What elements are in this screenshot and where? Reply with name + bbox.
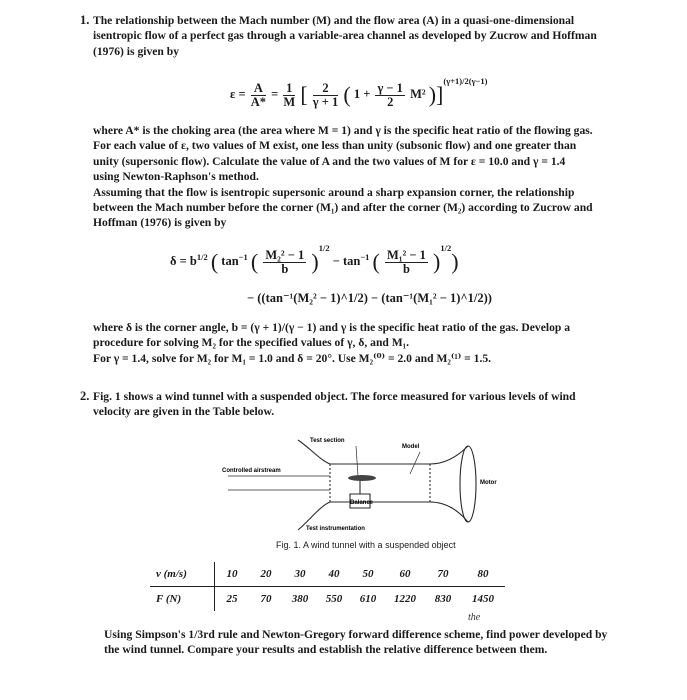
frac-den: M <box>283 94 296 109</box>
problem-1-intro <box>93 13 633 59</box>
eq-half: 1/2 <box>318 243 330 253</box>
table-cell: 60 <box>385 562 425 587</box>
table-row-velocity <box>150 562 505 587</box>
frac-den: γ + 1 <box>312 94 339 109</box>
label-test-section: Test section <box>310 438 345 444</box>
frac-num: 2 <box>313 82 338 96</box>
text-line: velocity are given in the Table below. <box>93 405 275 419</box>
eq-inverse: −1 <box>360 251 370 262</box>
text-line: (1976) is given by <box>93 44 179 58</box>
table-cell: 20 <box>249 562 283 587</box>
eq-half: 1/2 <box>440 243 452 253</box>
paren-open: ( <box>210 249 219 275</box>
problem-2-question <box>104 627 644 658</box>
text-line: where δ is the corner angle, b = (γ + 1)/(γ − 1) and γ is the specific heat ratio of the gas. Develop a <box>93 321 571 334</box>
problem-1-tail <box>93 320 633 366</box>
eq-equals: = <box>271 87 282 101</box>
fraction-two-over-gamma <box>313 82 338 109</box>
label-balance: Balance <box>350 500 374 506</box>
text-line: where A* is the choking area (the area where M = 1) and γ is the specific heat ratio of the flowing gas. <box>93 124 593 137</box>
frac-num: M₁² − 1 <box>387 247 426 262</box>
table-cell: 10 <box>215 562 250 587</box>
table-row-force <box>150 587 505 612</box>
equation-epsilon <box>230 76 487 109</box>
table-cell: 380 <box>291 593 309 605</box>
label-test-instrumentation: Test instrumentation <box>306 526 365 532</box>
text-line: procedure for solving M₂ for the specified values of γ, δ, and M₁. <box>93 336 410 350</box>
label-model: Model <box>402 444 420 450</box>
tunnel-outline <box>228 440 476 530</box>
frac-num: A <box>251 82 266 96</box>
paren-close: )] <box>428 82 444 108</box>
text-line: Using Simpson's 1/3rd rule and Newton-Gregory forward difference scheme, find power developed by <box>104 628 608 641</box>
eq-sup: 1/2 <box>196 251 208 262</box>
paren-open: ( <box>372 249 380 275</box>
table-cell: 40 <box>317 562 351 587</box>
table-header: v (m/s) <box>150 562 215 587</box>
text-line: For γ = 1.4, solve for M₂ for M₁ = 1.0 and δ = 20°. Use M₂⁽⁰⁾ = 2.0 and M₂⁽¹⁾ = 1.5. <box>93 351 492 365</box>
figure-caption: Fig. 1. A wind tunnel with a suspended object <box>276 540 456 550</box>
paren-close: ) <box>433 249 441 275</box>
problem-2-intro <box>93 389 633 420</box>
table-cell: 25 <box>226 593 238 605</box>
table-header: F (N) <box>150 587 215 612</box>
eq-m-squared: M² <box>410 87 426 101</box>
equation-delta-line2: − ((tan⁻¹(M₂² − 1)^1/2) − (tan⁻¹(M₁² − 1)^1/2)) <box>247 291 492 305</box>
frac-num: 1 <box>283 82 295 96</box>
table-cell: 550 <box>325 593 343 605</box>
table-cell: 1450 <box>472 593 494 605</box>
bracket-open: [ <box>300 82 308 108</box>
table-cell: 1220 <box>394 593 416 605</box>
text-line: The relationship between the Mach number (M) and the flow area (A) in a quasi-one-dimensional <box>93 14 575 27</box>
paren-open: ( <box>343 82 351 108</box>
paren-close: ) <box>451 249 459 275</box>
problem-1-body <box>93 123 633 231</box>
frac-num: γ − 1 <box>377 80 403 95</box>
handwritten-note: the <box>468 612 481 623</box>
table-cell: 80 <box>461 562 505 587</box>
table-cell: 30 <box>283 562 317 587</box>
frac-den: b <box>281 261 289 276</box>
frac-den: 2 <box>387 94 394 109</box>
text-line: using Newton-Raphson's method. <box>93 170 259 184</box>
frac-den: b <box>402 261 410 276</box>
text-line: between the Mach number before the corner (M₁) and after the corner (M₂) according to Zucrow and <box>93 201 593 215</box>
frac-den: A* <box>250 94 266 109</box>
table-cell: 610 <box>359 593 377 605</box>
eq-lhs: ε = <box>230 87 249 101</box>
fraction-m1 <box>385 249 428 276</box>
frac-num: M₂² − 1 <box>265 247 305 262</box>
fraction-one-over-m <box>283 82 295 109</box>
paren-open: ( <box>250 249 259 275</box>
eq-tan: tan <box>221 254 239 268</box>
text-line: the wind tunnel. Compare your results and establish the relative difference between them. <box>104 643 548 657</box>
table-cell: 70 <box>260 593 272 605</box>
fraction-m2 <box>263 249 306 276</box>
label-controlled-airstream: Controlled airstream <box>222 468 281 474</box>
eq-inverse: −1 <box>238 251 248 262</box>
table-cell: 70 <box>425 562 461 587</box>
wind-tunnel-figure <box>210 434 500 538</box>
text-line: For each value of ε, two values of M exist, one less than unity (subsonic flow) and one greater than <box>93 139 577 153</box>
suspended-model <box>348 475 376 481</box>
text-line: unity (supersonic flow). Calculate the value of A and the two values of M for ε = 10.0 and γ = 1.4 <box>93 154 566 168</box>
velocity-force-table <box>150 562 505 611</box>
text-line: Hoffman (1976) is given by <box>93 216 227 230</box>
problem-2-number: 2. <box>80 389 90 403</box>
table-cell: 830 <box>434 593 452 605</box>
paren-close: ) <box>311 249 319 275</box>
eq-minus-tan: − tan <box>332 254 361 268</box>
text-line: Fig. 1 shows a wind tunnel with a suspended object. The force measured for various levels of wind <box>93 390 576 403</box>
equation-delta-line1 <box>170 243 459 276</box>
eq-exponent: (γ+1)/2(γ−1) <box>443 76 488 86</box>
text-line: isentropic flow of a perfect gas through a variable-area channel as developed by Zucrow and Hoffman <box>93 29 597 43</box>
fraction-gamma-minus-one <box>375 82 404 109</box>
problem-1-number: 1. <box>80 13 90 27</box>
fraction-area <box>251 82 266 109</box>
eq-lhs: δ = b <box>170 254 197 268</box>
eq-one-plus: 1 + <box>353 87 374 101</box>
label-motor: Motor <box>480 480 497 486</box>
table-cell: 50 <box>351 562 385 587</box>
text-line: Assuming that the flow is isentropic supersonic around a sharp expansion corner, the relationship <box>93 185 575 199</box>
